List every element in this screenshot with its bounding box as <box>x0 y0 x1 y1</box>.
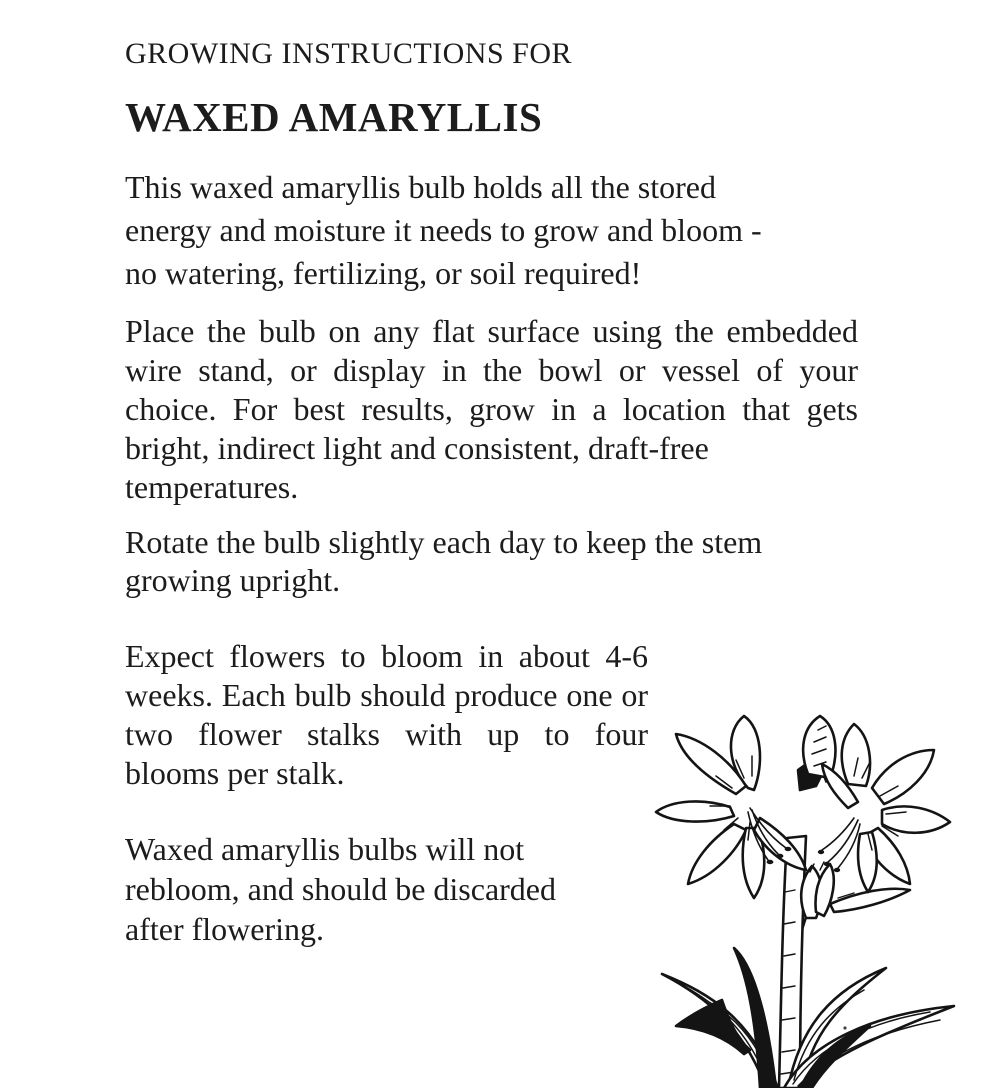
text-line: no watering, fertilizing, or soil required! <box>125 255 642 291</box>
page-title: WAXED AMARYLLIS <box>125 94 543 140</box>
text-line: Rotate the bulb slightly each day to keep the stem <box>125 524 763 560</box>
paragraph-rotate <box>125 523 858 599</box>
amaryllis-illustration <box>648 712 990 1088</box>
text-line: bright, indirect light and consistent, draft-free <box>125 430 709 466</box>
text-line: Place the bulb on any flat surface using the embedded <box>125 313 858 349</box>
text-line: rebloom, and should be discarded <box>125 871 556 907</box>
text-line: blooms per stalk. <box>125 755 345 791</box>
paragraph-placement <box>125 312 858 507</box>
eyebrow-title: GROWING INSTRUCTIONS FOR <box>125 37 573 70</box>
text-line: Expect flowers to bloom in about 4-6 <box>125 638 648 674</box>
text-line: energy and moisture it needs to grow and bloom - <box>125 212 762 248</box>
text-line: two flower stalks with up to four <box>125 716 648 752</box>
text-line: This waxed amaryllis bulb holds all the stored <box>125 169 716 205</box>
paragraph-bloom-time <box>125 637 648 793</box>
paragraph-intro <box>125 166 858 295</box>
text-line: after flowering. <box>125 911 325 947</box>
text-line: choice. For best results, grow in a location that gets <box>125 391 858 427</box>
text-line: Waxed amaryllis bulbs will not <box>125 831 525 867</box>
text-line: wire stand, or display in the bowl or vessel of your <box>125 352 858 388</box>
text-line: weeks. Each bulb should produce one or <box>125 677 648 713</box>
text-line: growing upright. <box>125 562 341 598</box>
text-line: temperatures. <box>125 469 299 505</box>
